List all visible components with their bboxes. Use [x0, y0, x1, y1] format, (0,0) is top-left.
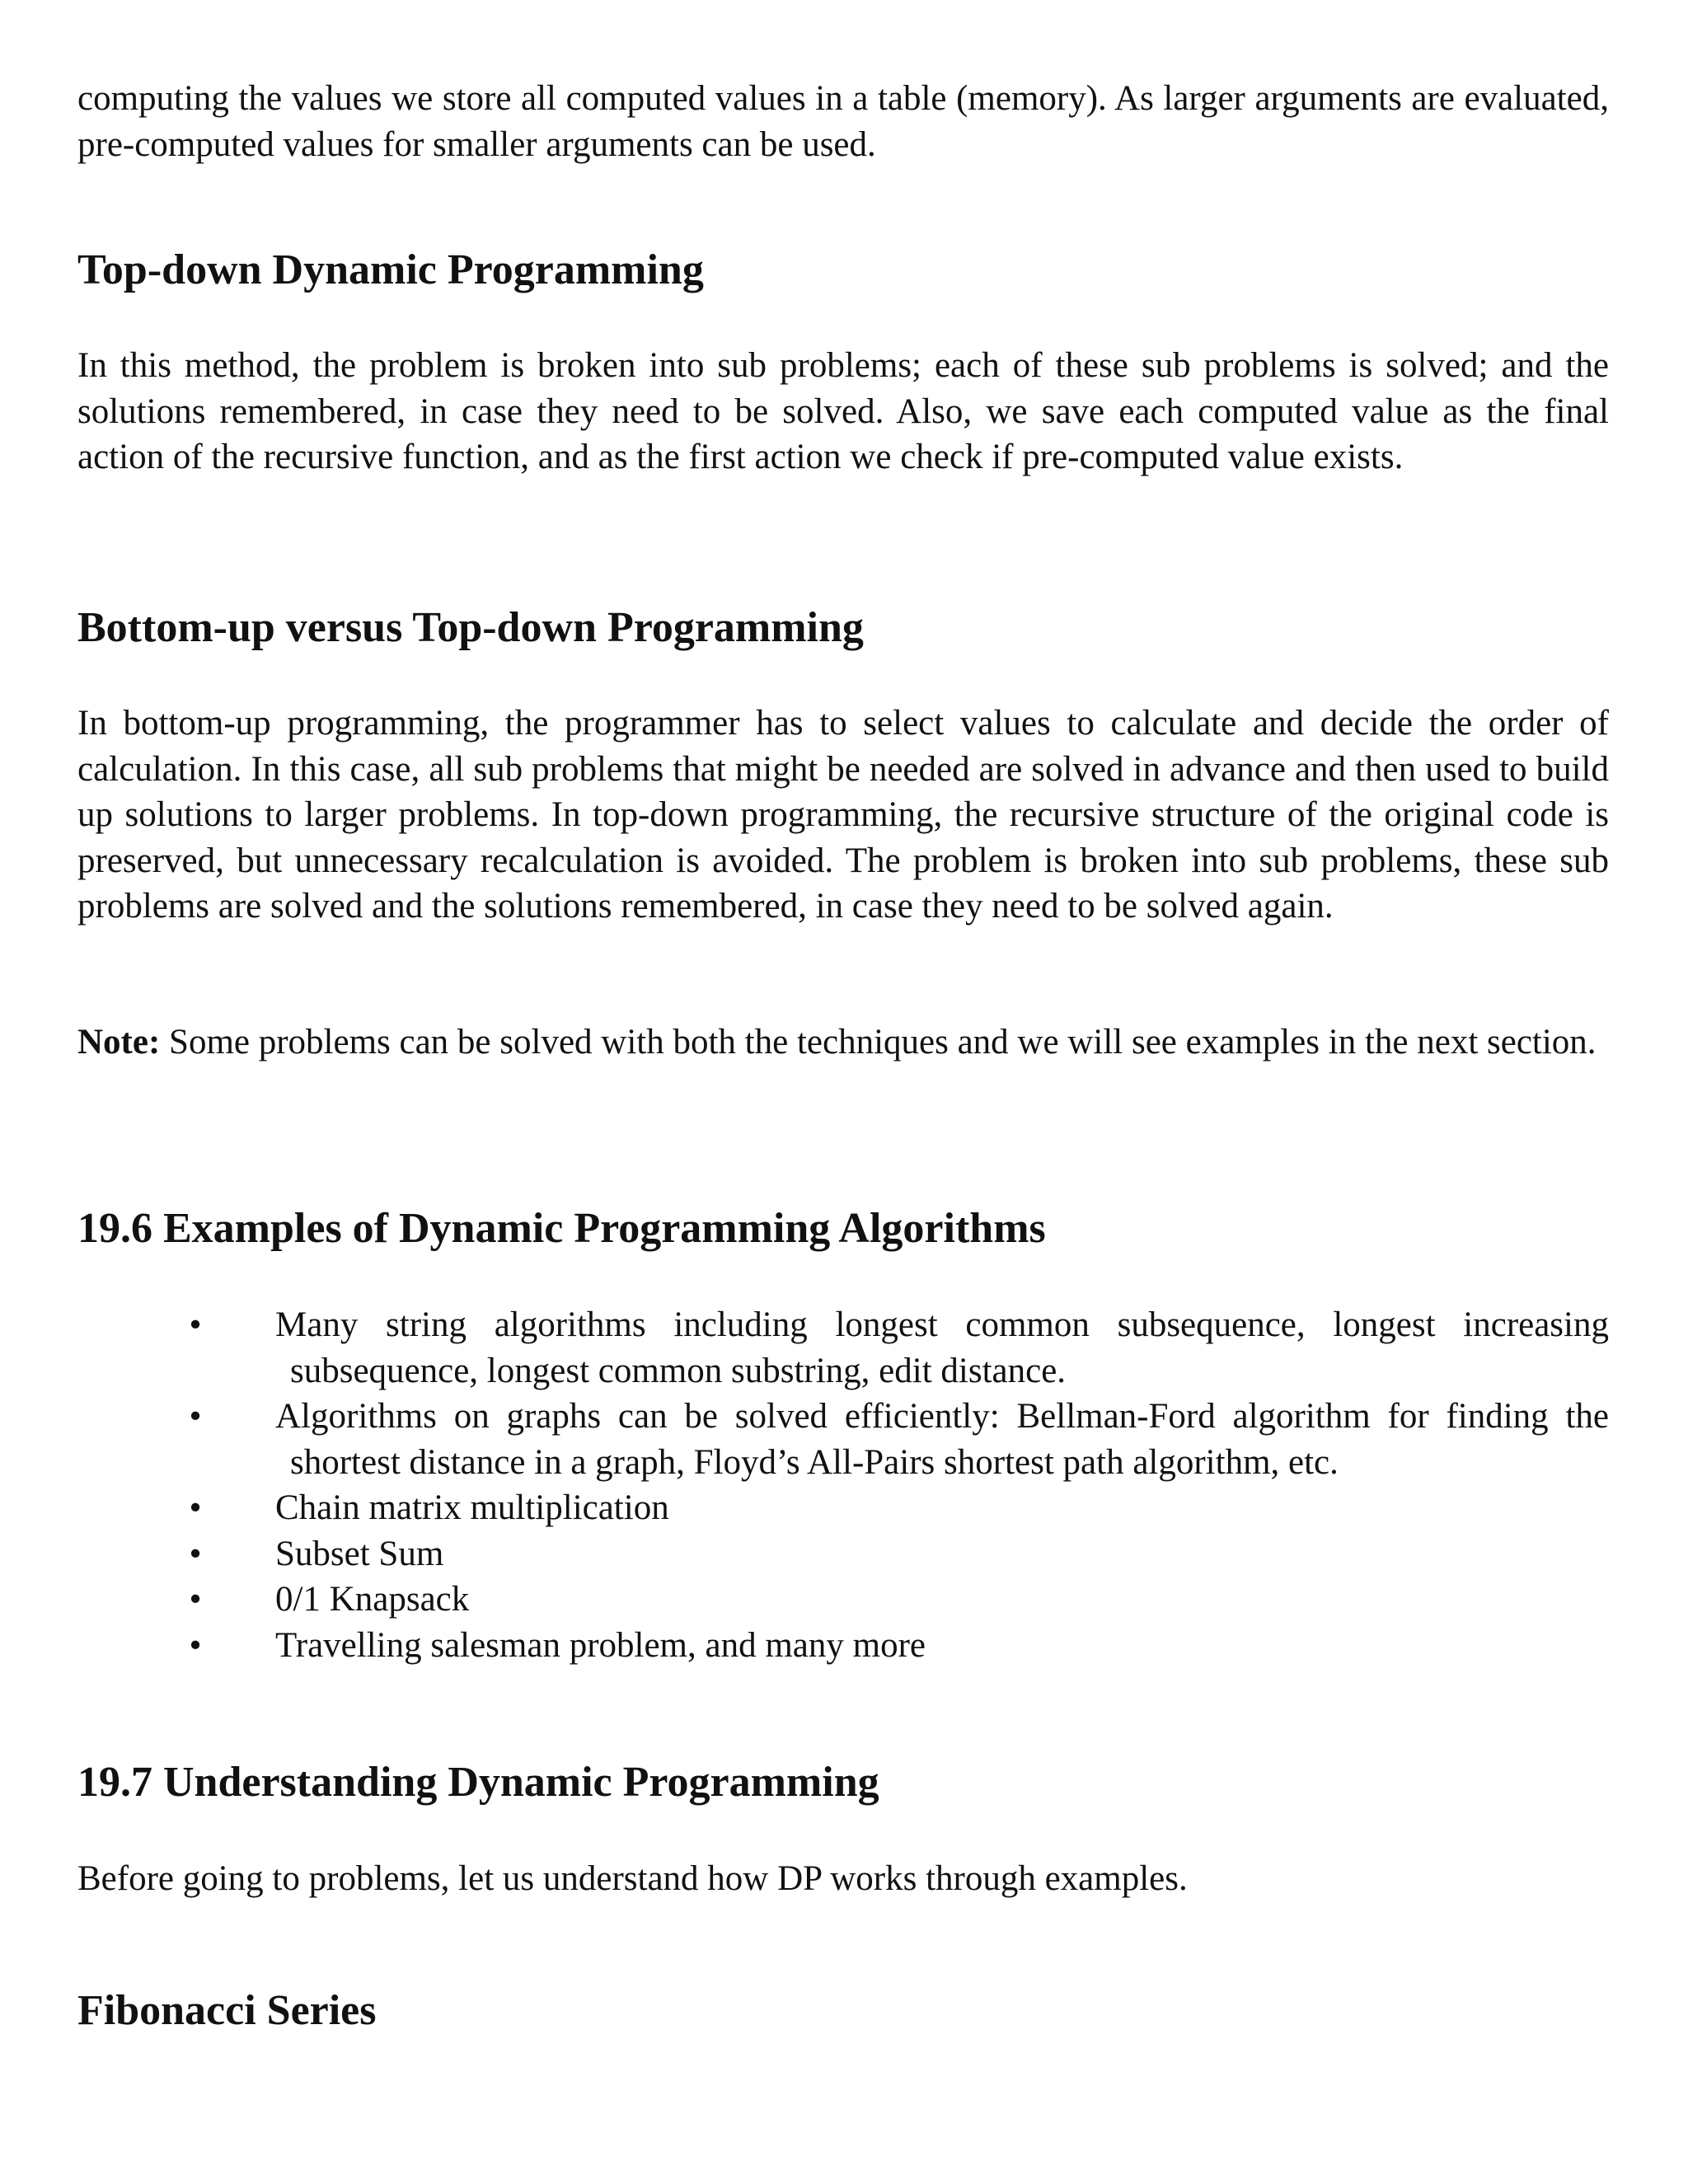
bullet-icon: •: [189, 1397, 202, 1436]
heading-top-down-dp: Top-down Dynamic Programming: [77, 246, 704, 293]
bottom-up-vs-top-down-paragraph: In bottom-up programming, the programmer has to select values to calculate and decide the order of calculation. In this case, all sub problems that might be needed are solved in advance and then used to build up solutions to larger problems. In top-down programming, the recursive structure of the original code is preserved, but unnecessary recalculation is avoided. The problem is broken into sub problems, these sub problems are solved and the solutions remembered, in case they need to be solved again.: [77, 704, 1609, 926]
list-item: [77, 1577, 1609, 1623]
list-item-text: Algorithms on graphs can be solved efficiently: Bellman-Ford algorithm for finding the shortest distance in a graph, Floyd’s All-Pairs shortest path algorithm, etc.: [275, 1397, 1609, 1482]
note-label: Note:: [77, 1023, 161, 1062]
bullet-icon: •: [189, 1625, 202, 1665]
bullet-icon: •: [189, 1488, 202, 1527]
intro-paragraph: computing the values we store all computed values in a table (memory). As larger arguments are evaluated, pre-computed values for smaller arguments can be used.: [77, 79, 1609, 164]
heading-examples-dp: 19.6 Examples of Dynamic Programming Algorithms: [77, 1205, 1046, 1252]
list-item: [77, 1623, 1609, 1669]
bullet-icon: •: [189, 1534, 202, 1573]
heading-understanding-dp: 19.7 Understanding Dynamic Programming: [77, 1759, 879, 1806]
list-item: [77, 1394, 1609, 1485]
list-item: [77, 1302, 1609, 1394]
top-down-paragraph: In this method, the problem is broken into sub problems; each of these sub problems is solved; and the solutions remembered, in case they need to be solved. Also, we save each computed value as the final action of the recursive function, and as the first action we check if pre-computed value exists.: [77, 346, 1609, 476]
understanding-paragraph: Before going to problems, let us understand how DP works through examples.: [77, 1859, 1188, 1898]
examples-list: [77, 1302, 1609, 1668]
list-item: [77, 1531, 1609, 1577]
bullet-icon: •: [189, 1580, 202, 1619]
list-item-text: Many string algorithms including longest common subsequence, longest increasing subsequence, longest common substring, edit distance.: [275, 1305, 1609, 1390]
note-text: Some problems can be solved with both the techniques and we will see examples in the next section.: [160, 1023, 1597, 1062]
list-item-text: Chain matrix multiplication: [275, 1488, 669, 1527]
list-item-text: Subset Sum: [275, 1534, 444, 1573]
heading-fibonacci-series: Fibonacci Series: [77, 1987, 377, 2034]
bullet-icon: •: [189, 1305, 202, 1344]
list-item: [77, 1485, 1609, 1531]
heading-bottom-up-vs-top-down: Bottom-up versus Top-down Programming: [77, 604, 864, 651]
list-item-text: 0/1 Knapsack: [275, 1580, 470, 1619]
note-paragraph: [77, 1019, 1609, 1066]
list-item-text: Travelling salesman problem, and many more: [275, 1625, 926, 1665]
